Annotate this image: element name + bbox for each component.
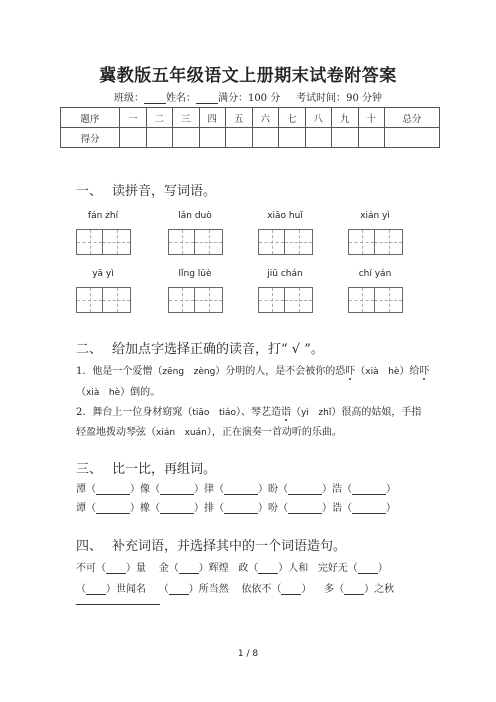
- score-cell[interactable]: [120, 128, 147, 148]
- grid-cell[interactable]: [103, 287, 131, 313]
- grid-cell[interactable]: [348, 287, 375, 313]
- question-text: ）分明的人，是不会被你的恐: [215, 366, 346, 377]
- score-row-label: 得分: [61, 128, 120, 148]
- pinyin-label: lǎn duò: [178, 211, 212, 221]
- pinyin-option[interactable]: hè: [388, 367, 400, 377]
- pinyin-label: yā yì: [92, 269, 114, 279]
- char-prompt: ）盼（: [258, 484, 288, 495]
- idiom-text: ）世闻名: [106, 584, 146, 595]
- pinyin-label: xiāo huǐ: [267, 211, 303, 221]
- writing-grid[interactable]: [348, 229, 404, 255]
- answer-blank[interactable]: [160, 483, 194, 495]
- section-4-heading: [76, 535, 346, 554]
- class-blank[interactable]: [144, 92, 166, 104]
- char-prompt: 谭（: [76, 503, 96, 514]
- question-text: ），正在演奏一首动听的乐曲。: [206, 427, 342, 438]
- exam-info: [0, 89, 496, 104]
- question-text: ）给: [399, 366, 420, 377]
- writing-grid[interactable]: [76, 229, 132, 255]
- pinyin-option[interactable]: xián: [156, 428, 176, 438]
- pinyin-option[interactable]: xià: [86, 388, 100, 398]
- answer-blank[interactable]: [288, 483, 322, 495]
- idiom-text: （: [76, 584, 86, 595]
- class-label: 班级：: [113, 93, 144, 104]
- pinyin-option[interactable]: zēng: [162, 367, 185, 377]
- idiom-text: ）之秋: [364, 584, 395, 595]
- pinyin-option[interactable]: tiāo: [192, 408, 210, 418]
- score-header-cell: 五: [226, 108, 253, 128]
- question-text: ）、琴艺造: [236, 407, 282, 418]
- section-2-heading: [76, 338, 324, 357]
- name-blank[interactable]: [196, 92, 218, 104]
- idiom-text: 不可（: [76, 563, 106, 574]
- answer-blank[interactable]: [86, 583, 106, 595]
- pinyin-option[interactable]: yì: [301, 408, 309, 418]
- section-number: 四、: [76, 539, 103, 554]
- idiom-text: 完好无（: [317, 563, 358, 574]
- score-header-cell: 二: [146, 108, 173, 128]
- pinyin-option[interactable]: zèng: [193, 367, 216, 377]
- grid-cell[interactable]: [375, 229, 403, 255]
- question-text: （: [355, 366, 366, 377]
- char-prompt: ）像（: [130, 484, 160, 495]
- answer-blank[interactable]: [96, 502, 130, 514]
- grid-cell[interactable]: [195, 287, 223, 313]
- char-prompt: 潭（: [76, 484, 96, 495]
- score-cell[interactable]: [226, 128, 253, 148]
- score-header-row: [61, 108, 440, 128]
- answer-blank[interactable]: [179, 562, 199, 574]
- compare-row-1: [76, 480, 396, 495]
- question-text: （: [291, 407, 302, 418]
- pinyin-label: fán zhí: [87, 211, 119, 221]
- answer-blank[interactable]: [258, 562, 278, 574]
- dotted-character: 吓: [419, 366, 430, 377]
- question-text: （: [76, 387, 86, 398]
- pinyin-option[interactable]: zhǐ: [318, 408, 332, 418]
- char-prompt: ）吩（: [258, 503, 288, 514]
- score-header-cell: 七: [279, 108, 306, 128]
- answer-blank[interactable]: [288, 502, 322, 514]
- char-prompt: ）律（: [194, 484, 224, 495]
- char-prompt: ）橡（: [130, 503, 160, 514]
- char-prompt: ）: [386, 484, 396, 495]
- idiom-text: ）: [377, 563, 388, 574]
- grid-cell[interactable]: [285, 229, 313, 255]
- score-header-cell: 一: [120, 108, 147, 128]
- grid-cell[interactable]: [258, 287, 285, 313]
- grid-cell[interactable]: [76, 229, 103, 255]
- idiom-text: ）辉煌: [198, 563, 229, 574]
- idiom-text: 政（: [238, 563, 259, 574]
- score-table: [60, 107, 440, 148]
- writing-grid[interactable]: [168, 287, 224, 313]
- pinyin-option[interactable]: xuán: [184, 428, 207, 438]
- compare-row-2: [76, 499, 396, 514]
- score-cell[interactable]: [332, 128, 359, 148]
- section-number: 二、: [76, 342, 103, 357]
- question-2-1-line-2: [76, 383, 160, 398]
- char-prompt: ）诰（: [322, 503, 352, 514]
- page-number: 1 / 8: [237, 649, 259, 659]
- idiom-text: ）人和: [278, 563, 309, 574]
- section-title: 读拼音，写词语。: [112, 184, 217, 199]
- char-prompt: ）浩（: [322, 484, 352, 495]
- question-2-2-line-1: [76, 403, 421, 418]
- answer-blank[interactable]: [281, 583, 301, 595]
- score-header-cell: 题序: [61, 108, 120, 128]
- writing-grid[interactable]: [348, 287, 404, 313]
- pinyin-label: jiū chán: [267, 269, 303, 279]
- score-cell[interactable]: [199, 128, 226, 148]
- section-title: 比一比，再组词。: [112, 462, 217, 477]
- answer-blank[interactable]: [224, 483, 258, 495]
- answer-blank[interactable]: [106, 562, 126, 574]
- idiom-row-1: [76, 559, 388, 574]
- question-2-2-line-2: [76, 423, 342, 438]
- pinyin-label: chí yán: [358, 269, 392, 279]
- answer-blank[interactable]: [169, 583, 189, 595]
- idiom-text: 多（: [324, 584, 345, 595]
- idiom-text: 金（: [158, 563, 179, 574]
- grid-cell[interactable]: [348, 229, 375, 255]
- score-cell[interactable]: [358, 128, 385, 148]
- score-header-cell: 四: [199, 108, 226, 128]
- exam-time: 考试时间：90 分钟: [296, 93, 383, 104]
- dotted-character: 诣: [281, 407, 292, 418]
- pinyin-label: lǐng lüè: [178, 269, 212, 279]
- score-cell[interactable]: [252, 128, 279, 148]
- score-cell[interactable]: [173, 128, 200, 148]
- question-2-1-line-1: [76, 362, 429, 377]
- section-title: 补充词语，并选择其中的一个词语造句。: [112, 539, 347, 554]
- section-number: 三、: [76, 462, 103, 477]
- writing-grid[interactable]: [258, 229, 314, 255]
- grid-cell[interactable]: [76, 287, 103, 313]
- score-header-cell: 六: [252, 108, 279, 128]
- grid-cell[interactable]: [168, 229, 195, 255]
- name-label: 姓名：: [165, 93, 196, 104]
- score-header-cell: 九: [332, 108, 359, 128]
- dotted-character: 吓: [345, 366, 356, 377]
- answer-blank[interactable]: [224, 502, 258, 514]
- question-text: 轻盈地拨动琴弦（: [76, 427, 156, 438]
- idiom-row-2: [76, 580, 394, 595]
- score-row: [61, 128, 440, 148]
- pinyin-option[interactable]: xià: [365, 367, 379, 377]
- full-score: 满分：100 分: [217, 93, 281, 104]
- grid-cell[interactable]: [258, 229, 285, 255]
- score-header-cell: 总分: [385, 108, 440, 128]
- pinyin-label: xián yì: [360, 211, 390, 221]
- score-header-cell: 十: [358, 108, 385, 128]
- answer-blank[interactable]: [352, 483, 386, 495]
- answer-blank[interactable]: [344, 583, 364, 595]
- idiom-text: ）: [301, 584, 312, 595]
- idiom-text: 依依不（: [241, 584, 282, 595]
- char-prompt: ）: [386, 503, 396, 514]
- grid-cell[interactable]: [375, 287, 403, 313]
- section-1-heading: [76, 180, 216, 199]
- writing-grid[interactable]: [258, 287, 314, 313]
- page-title: 冀教版五年级语文上册期末试卷附答案: [99, 66, 397, 86]
- question-text: 1．他是一个爱憎（: [76, 366, 163, 377]
- score-cell[interactable]: [279, 128, 306, 148]
- score-cell[interactable]: [146, 128, 173, 148]
- question-text: ）很高的姑娘，手指: [331, 407, 422, 418]
- idiom-text: ）所当然: [188, 584, 229, 595]
- section-3-heading: [76, 458, 216, 477]
- section-number: 一、: [76, 184, 103, 199]
- question-text: ）倒的。: [120, 387, 161, 398]
- grid-cell[interactable]: [285, 287, 313, 313]
- pinyin-option[interactable]: tiáo: [218, 408, 237, 418]
- score-header-cell: 三: [173, 108, 200, 128]
- writing-grid[interactable]: [76, 287, 132, 313]
- score-cell[interactable]: [305, 128, 332, 148]
- writing-grid[interactable]: [168, 229, 224, 255]
- score-cell[interactable]: [385, 128, 440, 148]
- idiom-text: ）量: [126, 563, 146, 574]
- pinyin-option[interactable]: hè: [108, 388, 121, 398]
- score-header-cell: 八: [305, 108, 332, 128]
- answer-blank[interactable]: [160, 502, 194, 514]
- question-text: 2．舞台上一位身材窈窕（: [76, 407, 193, 418]
- sentence-answer-line[interactable]: [76, 604, 160, 605]
- grid-cell[interactable]: [168, 287, 195, 313]
- answer-blank[interactable]: [96, 483, 130, 495]
- answer-blank[interactable]: [358, 562, 378, 574]
- section-title: 给加点字选择正确的读音，打“ √ ”。: [112, 342, 324, 357]
- answer-blank[interactable]: [352, 502, 386, 514]
- grid-cell[interactable]: [103, 229, 131, 255]
- idiom-text: （: [158, 584, 169, 595]
- grid-cell[interactable]: [195, 229, 223, 255]
- char-prompt: ）排（: [194, 503, 224, 514]
